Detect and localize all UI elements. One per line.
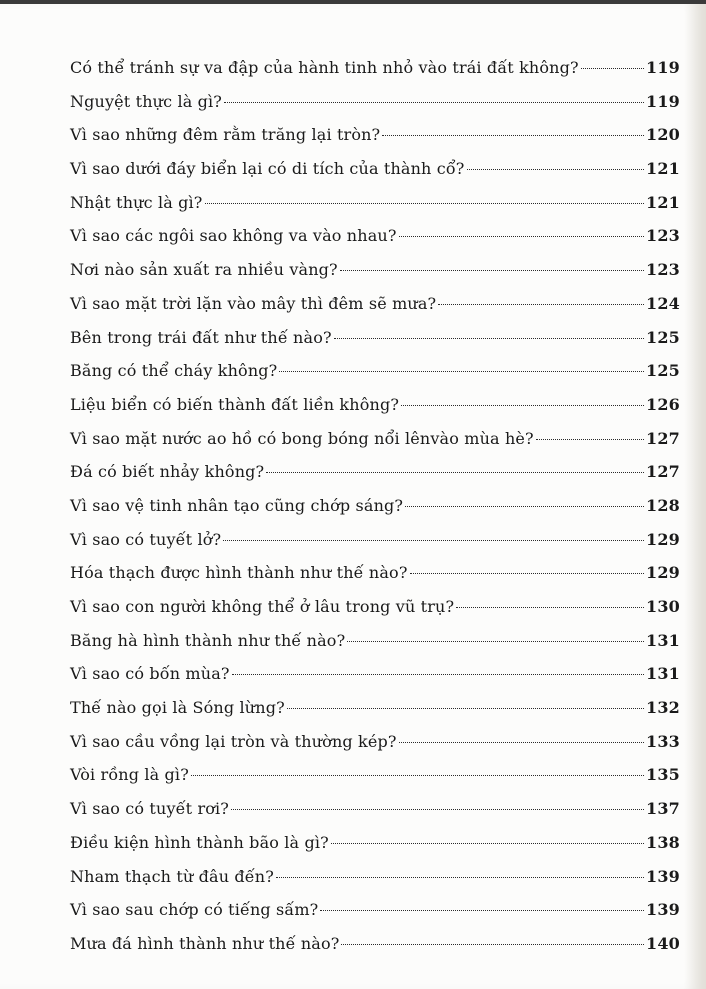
- toc-dot-leader: [232, 674, 644, 675]
- toc-dot-leader: [191, 775, 644, 776]
- toc-entry-title: Vì sao mặt nước ao hồ có bong bóng nổi lênvào mùa hè?: [70, 428, 534, 448]
- toc-entry-page-number: 123: [646, 226, 680, 246]
- toc-entry: [70, 725, 680, 759]
- toc-entry: [70, 860, 680, 894]
- toc-dot-leader: [266, 472, 644, 473]
- toc-entry-title: Vì sao con người không thể ở lâu trong vũ trụ?: [70, 597, 455, 616]
- toc-entry: [70, 186, 680, 220]
- toc-entry: [70, 85, 680, 119]
- toc-entry-page-number: 127: [646, 462, 680, 482]
- toc-entry: [70, 152, 680, 186]
- toc-dot-leader: [276, 877, 644, 878]
- toc-dot-leader: [279, 371, 644, 372]
- toc-entry-title: Vòi rồng là gì?: [70, 765, 189, 785]
- toc-dot-leader: [467, 169, 644, 170]
- toc-entry-page-number: 131: [646, 630, 680, 650]
- toc-entry-title: Mưa đá hình thành như thế nào?: [70, 933, 340, 953]
- toc-dot-leader: [341, 944, 644, 945]
- toc-entry-title: Vì sao có tuyết rơi?: [70, 799, 230, 819]
- toc-entry-title: Vì sao vệ tinh nhân tạo cũng chớp sáng?: [70, 495, 404, 515]
- toc-entry-page-number: 128: [646, 495, 680, 515]
- toc-dot-leader: [205, 203, 644, 204]
- toc-dot-leader: [340, 270, 644, 271]
- toc-entry-title: Băng hà hình thành như thế nào?: [70, 630, 346, 650]
- toc-dot-leader: [223, 540, 644, 541]
- toc-dot-leader: [331, 843, 644, 844]
- toc-entry-title: Liệu biển có biến thành đất liền không?: [70, 394, 400, 414]
- toc-entry-title: Nhật thực là gì?: [70, 192, 203, 212]
- toc-entry-page-number: 121: [646, 159, 680, 179]
- toc-entry-title: Điều kiện hình thành bão là gì?: [70, 832, 329, 852]
- toc-entry-page-number: 120: [646, 125, 680, 145]
- toc-entry-page-number: 138: [646, 832, 680, 852]
- toc-dot-leader: [320, 910, 644, 911]
- toc-entry: [70, 219, 680, 253]
- toc-entry-page-number: 126: [646, 394, 680, 414]
- toc-entry-page-number: 129: [646, 563, 680, 583]
- toc-entry-title: Nơi nào sản xuất ra nhiều vàng?: [70, 260, 338, 280]
- toc-dot-leader: [410, 573, 644, 574]
- toc-entry: [70, 455, 680, 489]
- toc-entry-page-number: 124: [646, 293, 680, 313]
- toc-entry: [70, 691, 680, 725]
- toc-entry: [70, 118, 680, 152]
- toc-entry-title: Vì sao sau chớp có tiếng sấm?: [70, 900, 319, 920]
- toc-entry-title: Vì sao có tuyết lở?: [70, 529, 222, 549]
- toc-entry-page-number: 139: [646, 900, 680, 920]
- toc-entry-page-number: 125: [646, 361, 680, 381]
- toc-entry-page-number: 129: [646, 529, 680, 549]
- toc-entry-title: Bên trong trái đất như thế nào?: [70, 327, 332, 347]
- toc-entry: [70, 927, 680, 961]
- toc-entry-title: Vì sao những đêm rằm trăng lại tròn?: [70, 125, 381, 145]
- toc-entry: [70, 893, 680, 927]
- toc-entry: [70, 826, 680, 860]
- toc-dot-leader: [382, 135, 644, 136]
- toc-entry-page-number: 119: [646, 91, 680, 111]
- toc-entry: [70, 489, 680, 523]
- toc-entry-title: Nham thạch từ đâu đến?: [70, 866, 274, 886]
- toc-entry-page-number: 121: [646, 192, 680, 212]
- toc-entry-page-number: 133: [646, 731, 680, 751]
- toc-dot-leader: [334, 338, 644, 339]
- document-page: [0, 4, 706, 989]
- toc-entry-page-number: 130: [646, 597, 680, 616]
- toc-dot-leader: [405, 506, 644, 507]
- toc-dot-leader: [347, 641, 644, 642]
- toc-entry-title: Thế nào gọi là Sóng lừng?: [70, 698, 285, 718]
- page-gutter-shadow: [684, 4, 706, 989]
- toc-entry: [70, 792, 680, 826]
- toc-entry-title: Vì sao có bốn mùa?: [70, 664, 230, 684]
- toc-entry: [70, 422, 680, 456]
- toc-entry-page-number: 131: [646, 664, 680, 684]
- toc-entry: [70, 657, 680, 691]
- toc-entry: [70, 556, 680, 590]
- toc-entry: [70, 624, 680, 658]
- toc-entry-title: Băng có thể cháy không?: [70, 361, 278, 381]
- toc-dot-leader: [536, 439, 644, 440]
- toc-dot-leader: [401, 405, 644, 406]
- toc-entry-title: Có thể tránh sự va đập của hành tinh nhỏ vào trái đất không?: [70, 58, 579, 77]
- toc-entry: [70, 388, 680, 422]
- toc-entry-title: Vì sao dưới đáy biển lại có di tích của thành cổ?: [70, 159, 465, 179]
- toc-dot-leader: [231, 809, 644, 810]
- toc-entry: [70, 51, 680, 85]
- toc-entry: [70, 354, 680, 388]
- toc-entry-title: Vì sao cầu vồng lại tròn và thường kép?: [70, 731, 397, 751]
- toc-entry-page-number: 139: [646, 866, 680, 886]
- toc-entry: [70, 523, 680, 557]
- toc-entry-page-number: 119: [646, 58, 680, 77]
- toc-entry: [70, 758, 680, 792]
- toc-dot-leader: [399, 742, 644, 743]
- toc-dot-leader: [456, 607, 644, 608]
- toc-entry: [70, 287, 680, 321]
- toc-dot-leader: [399, 236, 644, 237]
- toc-entry: [70, 321, 680, 355]
- toc-entry-title: Vì sao các ngôi sao không va vào nhau?: [70, 226, 397, 246]
- toc-dot-leader: [224, 102, 644, 103]
- toc-dot-leader: [581, 68, 644, 69]
- toc-entry-page-number: 132: [646, 698, 680, 718]
- toc-entry: [70, 590, 680, 624]
- toc-entry-title: Nguyệt thực là gì?: [70, 91, 223, 111]
- toc-entry-title: Đá có biết nhảy không?: [70, 462, 265, 482]
- toc-entry-page-number: 127: [646, 428, 680, 448]
- toc-dot-leader: [287, 708, 644, 709]
- table-of-contents: [70, 51, 680, 961]
- toc-entry-title: Hóa thạch được hình thành như thế nào?: [70, 563, 408, 583]
- toc-entry-page-number: 140: [646, 933, 680, 953]
- toc-entry-page-number: 123: [646, 260, 680, 280]
- toc-entry-title: Vì sao mặt trời lặn vào mây thì đêm sẽ mưa?: [70, 293, 437, 313]
- toc-entry-page-number: 135: [646, 765, 680, 785]
- toc-entry: [70, 253, 680, 287]
- toc-dot-leader: [438, 304, 644, 305]
- toc-entry-page-number: 125: [646, 327, 680, 347]
- toc-entry-page-number: 137: [646, 799, 680, 819]
